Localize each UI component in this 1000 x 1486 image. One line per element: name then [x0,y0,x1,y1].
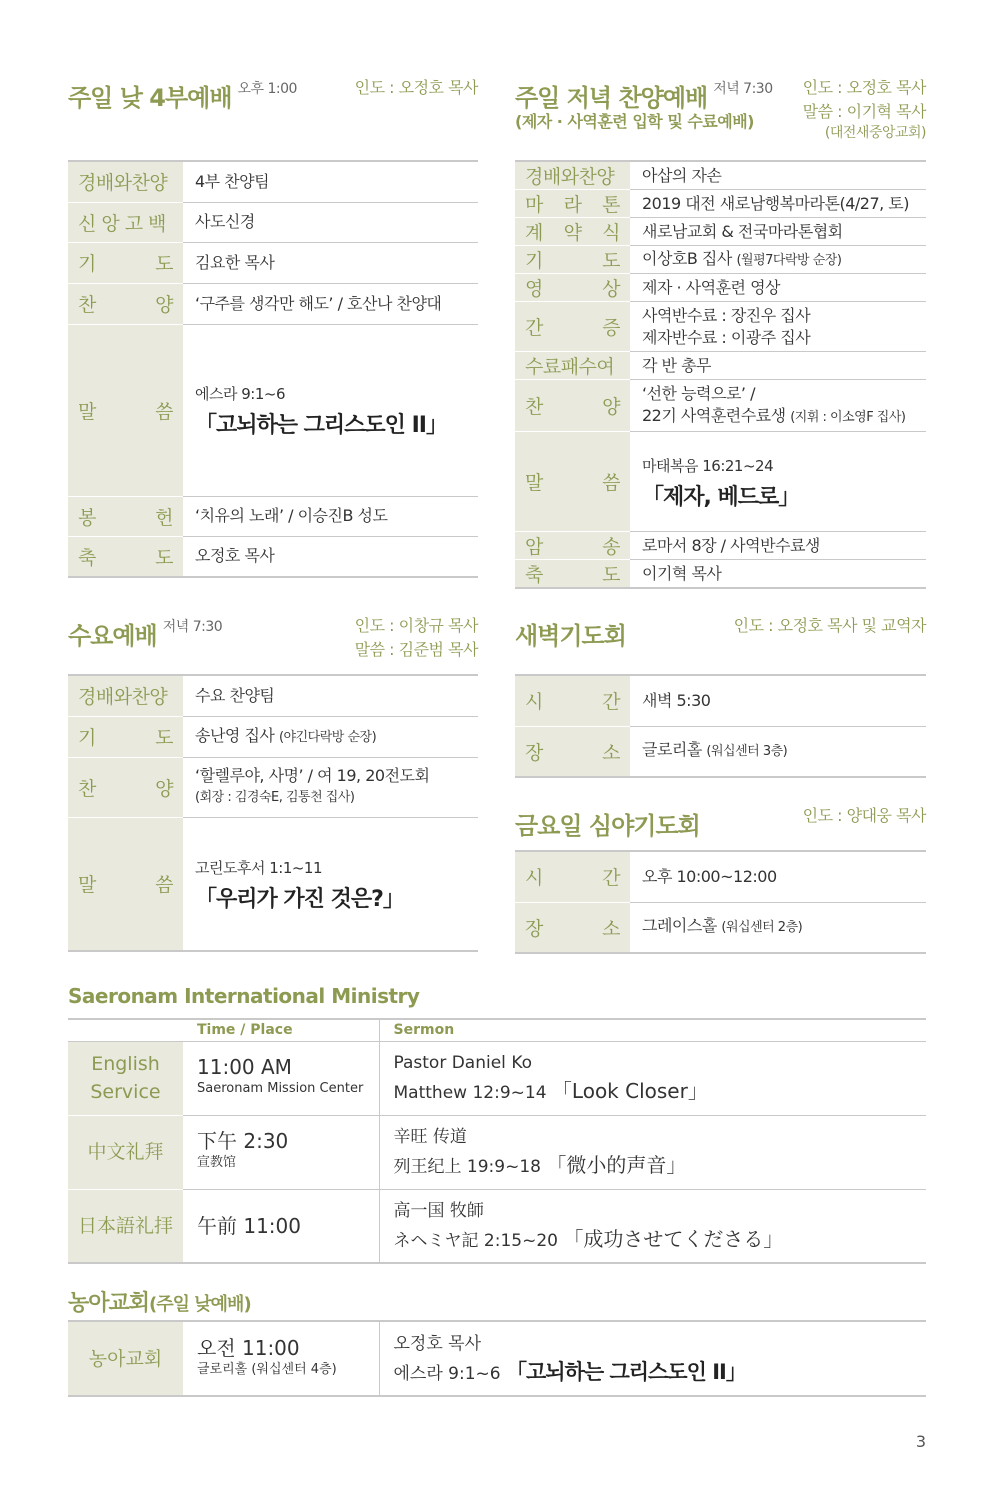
table-row [515,675,926,726]
label-char: 찬 [525,396,543,418]
row-value: 2019 대전 새로남행복마라톤(4/27, 토) [630,190,926,218]
row-value: 이상호B 집사 (월평7다락방 순장) [630,246,926,274]
row-label: 中文礼拜 [68,1115,183,1189]
label-char: 기 [78,253,96,275]
sunday-evening-leaders [803,76,926,142]
wednesday-leader: 인도 : 이창규 목사 [354,616,478,635]
wednesday-title [68,616,222,651]
label-char: 상 [602,278,620,300]
testimony-2: 제자반수료 : 이광주 집사 [642,327,811,347]
row-label [68,324,183,496]
label-char: 마 [525,194,543,216]
wednesday-time: 저녁 7:30 [162,619,223,635]
sunday-evening-leader: 인도 : 오정호 목사 [802,78,926,97]
row-label [515,902,630,953]
row-value: 제자 · 사역훈련 영상 [630,274,926,302]
row-label [515,302,630,352]
table-row [68,324,478,496]
row-value: 아삽의 자손 [630,161,926,190]
praise-song: ‘선한 능력으로’ / [642,383,755,403]
sermon-cell [183,817,478,951]
label-char: 양 [155,777,173,800]
sunday-evening-preacher: 말씀 : 이기혁 목사 [802,102,926,121]
row-value: 김요한 목사 [183,242,478,283]
label-char: 소 [602,917,620,940]
row-value: 4부 찬양팀 [183,161,478,202]
label-char: 도 [602,250,620,272]
sunday-noon-title-text: 주일 낮 4부예배 [68,84,232,112]
scripture-ref: 마태복음 16:21~24 [642,456,774,475]
row-label: 수료패수여 [515,352,630,380]
label-char: 헌 [155,506,173,529]
row-value: 이기혁 목사 [630,560,926,589]
label-char: 간 [602,867,620,890]
wednesday-title-text: 수요예배 [68,622,157,650]
table-row [68,1321,926,1396]
label-char: 시 [525,691,543,714]
table-row [68,496,478,536]
row-label: 신앙고백 [68,202,183,242]
row-label: English Service [68,1041,183,1115]
row-label: 경배와찬양 [515,161,630,190]
row-label [68,757,183,817]
time-place [183,1041,379,1115]
friday-title: 금요일 심야기도회 [515,812,700,840]
row-value [183,757,478,817]
table-row [68,283,478,324]
time: 11:00 AM [197,1055,292,1079]
row-label: 경배와찬양 [68,675,183,716]
label-char: 톤 [602,194,620,216]
dawn-leader: 인도 : 오정호 목사 및 교역자 [733,616,926,635]
table-row [68,242,478,283]
sunday-evening-church: (대전새중앙교회) [824,125,926,141]
table-row [515,246,926,274]
header-time: Time / Place [183,1019,379,1041]
label-char: 찬 [78,294,96,316]
label-char: 소 [602,741,620,764]
sunday-evening-time: 저녁 7:30 [713,81,773,97]
sermon-cell [183,324,478,496]
praise-note: (회장 : 김경숙E, 김통천 집사) [195,790,355,805]
place: 글로리홀 (워십센터 4층) [197,1361,337,1377]
row-label [515,560,630,589]
wednesday-leaders [355,614,478,662]
sermon [379,1115,926,1189]
table-row [68,1189,926,1263]
sermon-line: Matthew 12:9~14 「Look Closer」 [393,1079,708,1103]
international-title: Saeronam International Ministry [68,984,420,1008]
table-row [515,161,926,190]
label-char: 도 [602,564,620,586]
label-char: 간 [602,691,620,714]
label-char: 씀 [155,874,173,897]
row-value: 새벽 5:30 [630,675,926,726]
row-label [515,675,630,726]
table-row [515,726,926,777]
table-header [68,1019,926,1041]
table-row [515,902,926,953]
row-value [630,302,926,352]
sermon-title: 「우리가 가진 것은?」 [195,886,404,912]
table-row [68,675,478,716]
row-label [68,242,183,283]
time-place [183,1321,379,1396]
time: 午前 11:00 [197,1213,301,1238]
table-row [68,202,478,242]
label-char: 기 [78,727,96,749]
label-char: 영 [525,278,543,300]
label-char: 기 [525,250,543,272]
sunday-noon-time: 오후 1:00 [237,81,297,97]
deaf-title-text: 농아교회 [68,1291,150,1316]
sermon-title: 「제자, 베드로」 [642,484,800,510]
row-value: 사도신경 [183,202,478,242]
sunday-noon-leader: 인도 : 오정호 목사 [354,78,478,97]
row-label [515,432,630,532]
label-char: 말 [525,472,543,494]
row-label [515,190,630,218]
row-value [630,380,926,432]
row-value: 그레이스홀 (워십센터 2층) [630,902,926,953]
sermon [379,1189,926,1263]
deaf-title [68,1286,251,1317]
label-char: 증 [602,317,620,339]
row-value: 각 반 총무 [630,352,926,380]
label-char: 찬 [78,777,96,800]
label-char: 간 [525,317,543,339]
sunday-noon-table [68,160,478,578]
row-label [515,218,630,246]
row-label: 경배와찬양 [68,161,183,202]
table-row [68,536,478,577]
sermon-cell [630,432,926,532]
sunday-evening-table [515,160,926,589]
label-char: 양 [602,396,620,418]
label-char: 라 [563,194,582,216]
label-char: 축 [525,564,543,586]
label-char: 암 [525,536,543,558]
table-row [515,532,926,560]
sermon-line: 에스라 9:1~6 「고뇌하는 그리스도인 II」 [393,1359,746,1384]
speaker: Pastor Daniel Ko [393,1053,533,1073]
deaf-title-sub: (주일 낮예배) [149,1294,251,1315]
table-row [515,218,926,246]
label-char: 봉 [78,506,96,529]
testimony-1: 사역반수료 : 장진우 집사 [642,305,811,325]
praise-song: ‘할렐루야, 사명’ / 여 19, 20전도회 [195,766,430,785]
header-blank [68,1019,183,1041]
table-row [68,1041,926,1115]
table-row [515,274,926,302]
row-label [515,851,630,902]
table-row [68,716,478,757]
label-char: 말 [78,874,96,897]
row-label [515,380,630,432]
header-sermon: Sermon [379,1019,926,1041]
label-char: 도 [155,727,173,749]
row-value: 송난영 집사 (야긴다락방 순장) [183,716,478,757]
row-label [68,716,183,757]
dawn-table [515,674,926,778]
sermon [379,1321,926,1396]
row-label [515,246,630,274]
row-label [68,536,183,577]
label-char: 장 [525,917,543,940]
row-label [68,817,183,951]
page-number: 3 [915,1432,926,1451]
row-value: 오후 10:00~12:00 [630,851,926,902]
wednesday-table [68,674,478,952]
label-char: 송 [602,536,620,558]
table-row [515,302,926,352]
table-row [68,1115,926,1189]
speaker: 高一国 牧師 [393,1200,484,1221]
deaf-table [68,1320,926,1397]
time: 下午 2:30 [197,1129,289,1153]
sermon-title: 「고뇌하는 그리스도인 II」 [195,413,447,438]
row-label [515,726,630,777]
row-value: ‘치유의 노래’ / 이승진B 성도 [183,496,478,536]
speaker: 辛旺 传道 [393,1127,467,1147]
wednesday-preacher: 말씀 : 김준범 목사 [354,640,478,659]
table-row [515,851,926,902]
label-char: 시 [525,867,543,890]
label-char: 도 [155,546,173,569]
row-label [68,283,183,324]
row-label [68,496,183,536]
table-row [515,432,926,532]
sermon-line: ネヘミヤ記 2:15~20 「成功させてくださる」 [393,1226,784,1251]
row-label: 日本語礼拝 [68,1189,183,1263]
row-value: 로마서 8장 / 사역반수료생 [630,532,926,560]
row-label: 농아교회 [68,1321,183,1396]
row-value: 오정호 목사 [183,536,478,577]
time-place [183,1189,379,1263]
label-char: 씀 [602,472,620,494]
place: 宣教馆 [197,1155,237,1170]
label-char: 약 [563,222,582,244]
table-row [515,190,926,218]
scripture-ref: 에스라 9:1~6 [195,385,285,403]
dawn-title: 새벽기도회 [515,622,626,650]
row-label [515,532,630,560]
label-char: 도 [155,253,173,275]
table-row [515,560,926,589]
speaker: 오정호 목사 [393,1333,482,1354]
label-char: 축 [78,546,96,569]
sermon [379,1041,926,1115]
label-char: 씀 [155,400,173,423]
scripture-ref: 고린도후서 1:1~11 [195,858,323,877]
row-value: 수요 찬양팀 [183,675,478,716]
label-char: 말 [78,400,96,423]
label-char: 양 [155,294,173,316]
row-label [515,274,630,302]
row-value: 새로남교회 & 전국마라톤협회 [630,218,926,246]
time: 오전 11:00 [197,1335,300,1360]
label-char: 식 [602,222,620,244]
sunday-evening-title-text: 주일 저녁 찬양예배 [515,84,708,112]
time-place [183,1115,379,1189]
sunday-evening-subtitle: (제자 · 사역훈련 입학 및 수료예배) [515,112,754,131]
sermon-line: 列王纪上 19:9~18 「微小的声音」 [393,1153,687,1177]
table-row [68,161,478,202]
row-value: ‘구주를 생각만 해도’ / 호산나 찬양대 [183,283,478,324]
sunday-evening-title [515,78,773,113]
table-row [515,352,926,380]
label-char: 계 [525,222,543,244]
row-value: 글로리홀 (워십센터 3층) [630,726,926,777]
international-table [68,1018,926,1264]
sunday-noon-title [68,78,297,113]
label-char: 장 [525,741,543,764]
table-row [515,380,926,432]
praise-choir: 22기 사역훈련수료생 (지휘 : 이소영F 집사) [642,405,906,425]
friday-leader: 인도 : 양대웅 목사 [802,806,926,825]
table-row [68,757,478,817]
place: Saeronam Mission Center [197,1081,364,1096]
friday-table [515,850,926,954]
table-row [68,817,478,951]
